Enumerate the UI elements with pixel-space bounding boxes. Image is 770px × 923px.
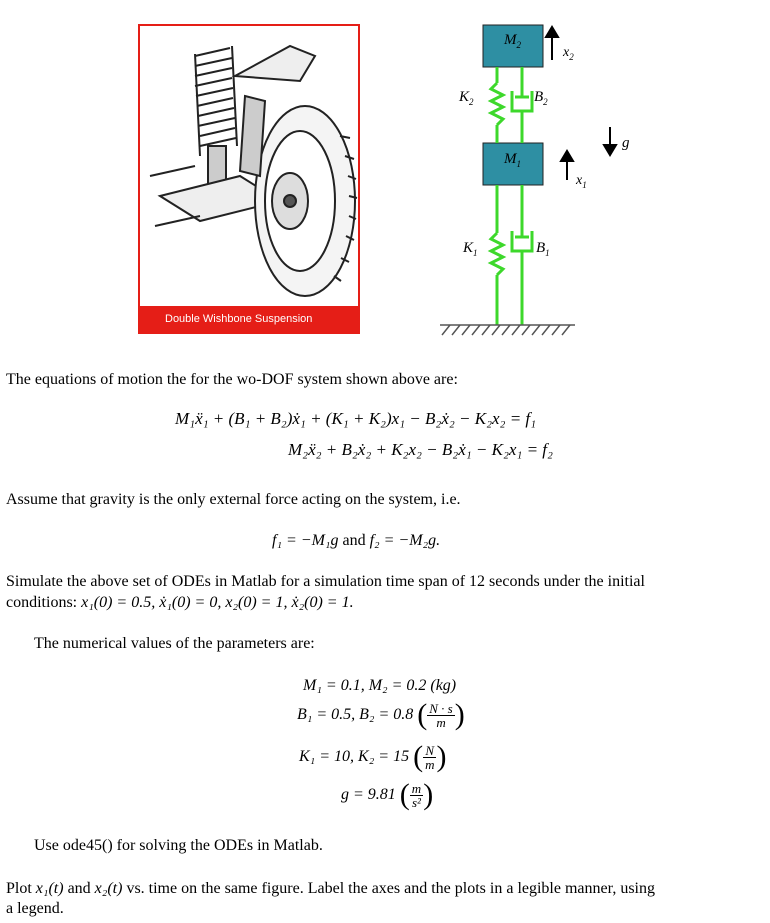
param-gravity: g = 9.81 ( $\frac{m}{\text{s²}}$ ) [341,778,434,811]
plot-line-1: Plot x₁(t) and x₂(t) vs. time on the same figure. Label the axes and the plots in a legible manner, using [6,880,655,897]
spring-k2 [491,67,503,143]
suspension-drawing [140,26,358,306]
ground [440,325,575,335]
label-x1: $x_1$ [576,173,587,190]
forces-line: f₁ = −M₁g and f₂ = −M₂g. [272,532,441,549]
param-damping: B₁ = 0.5, B₂ = 0.8 ( $\frac{N \cdot s}{m}$ ) [297,698,465,731]
arrow-x1 [561,151,573,180]
suspension-photo [138,24,360,334]
gravity-text: Assume that gravity is the only external force acting on the system, i.e. [6,491,461,508]
label-k1: $K_1$ [463,240,478,258]
damper-b1 [512,185,532,325]
label-k2: $K_2$ [459,89,474,107]
label-b2: $B_2$ [534,89,548,107]
param-mass: M₁ = 0.1, M₂ = 0.2 (kg) [303,677,457,694]
equation-2: M₂ẍ₂ + B₂ẋ₂ + K₂x₂ − B₂ẋ₁ − K₂x₁ = f₂ [288,440,553,459]
param-stiffness: K₁ = 10, K₂ = 15 ( $\frac{N}{m}$ ) [299,740,447,773]
arrow-x2 [546,27,558,60]
plot-line-2: a legend. [6,900,64,917]
label-m2: $M_2$ [504,32,521,50]
simulate-line-2: conditions: x₁(0) = 0.5, ẋ₁(0) = 0, x₂(0) = 1, ẋ₂(0) = 1. [6,594,354,611]
photo-caption: Double Wishbone Suspension [140,306,358,332]
ode-text: Use ode45() for solving the ODEs in Matlab. [34,837,323,854]
label-m1: $M_1$ [504,151,521,169]
intro-text: The equations of motion the for the wo-DOF system shown above are: [6,371,458,388]
arrow-g [604,127,616,155]
params-intro: The numerical values of the parameters are: [34,635,315,652]
two-dof-schematic [430,15,670,345]
equation-1: M₁ẍ₁ + (B₁ + B₂)ẋ₁ + (K₁ + K₂)x₁ − B₂ẋ₂ − K₂x₂ = f₁ [175,409,537,428]
spring-k1 [491,185,503,325]
simulate-line-1: Simulate the above set of ODEs in Matlab for a simulation time span of 12 seconds under the initial [6,573,645,590]
label-g: g [622,135,630,151]
label-x2: $x_2$ [563,45,574,62]
label-b1: $B_1$ [536,240,550,258]
damper-b2 [512,67,532,143]
